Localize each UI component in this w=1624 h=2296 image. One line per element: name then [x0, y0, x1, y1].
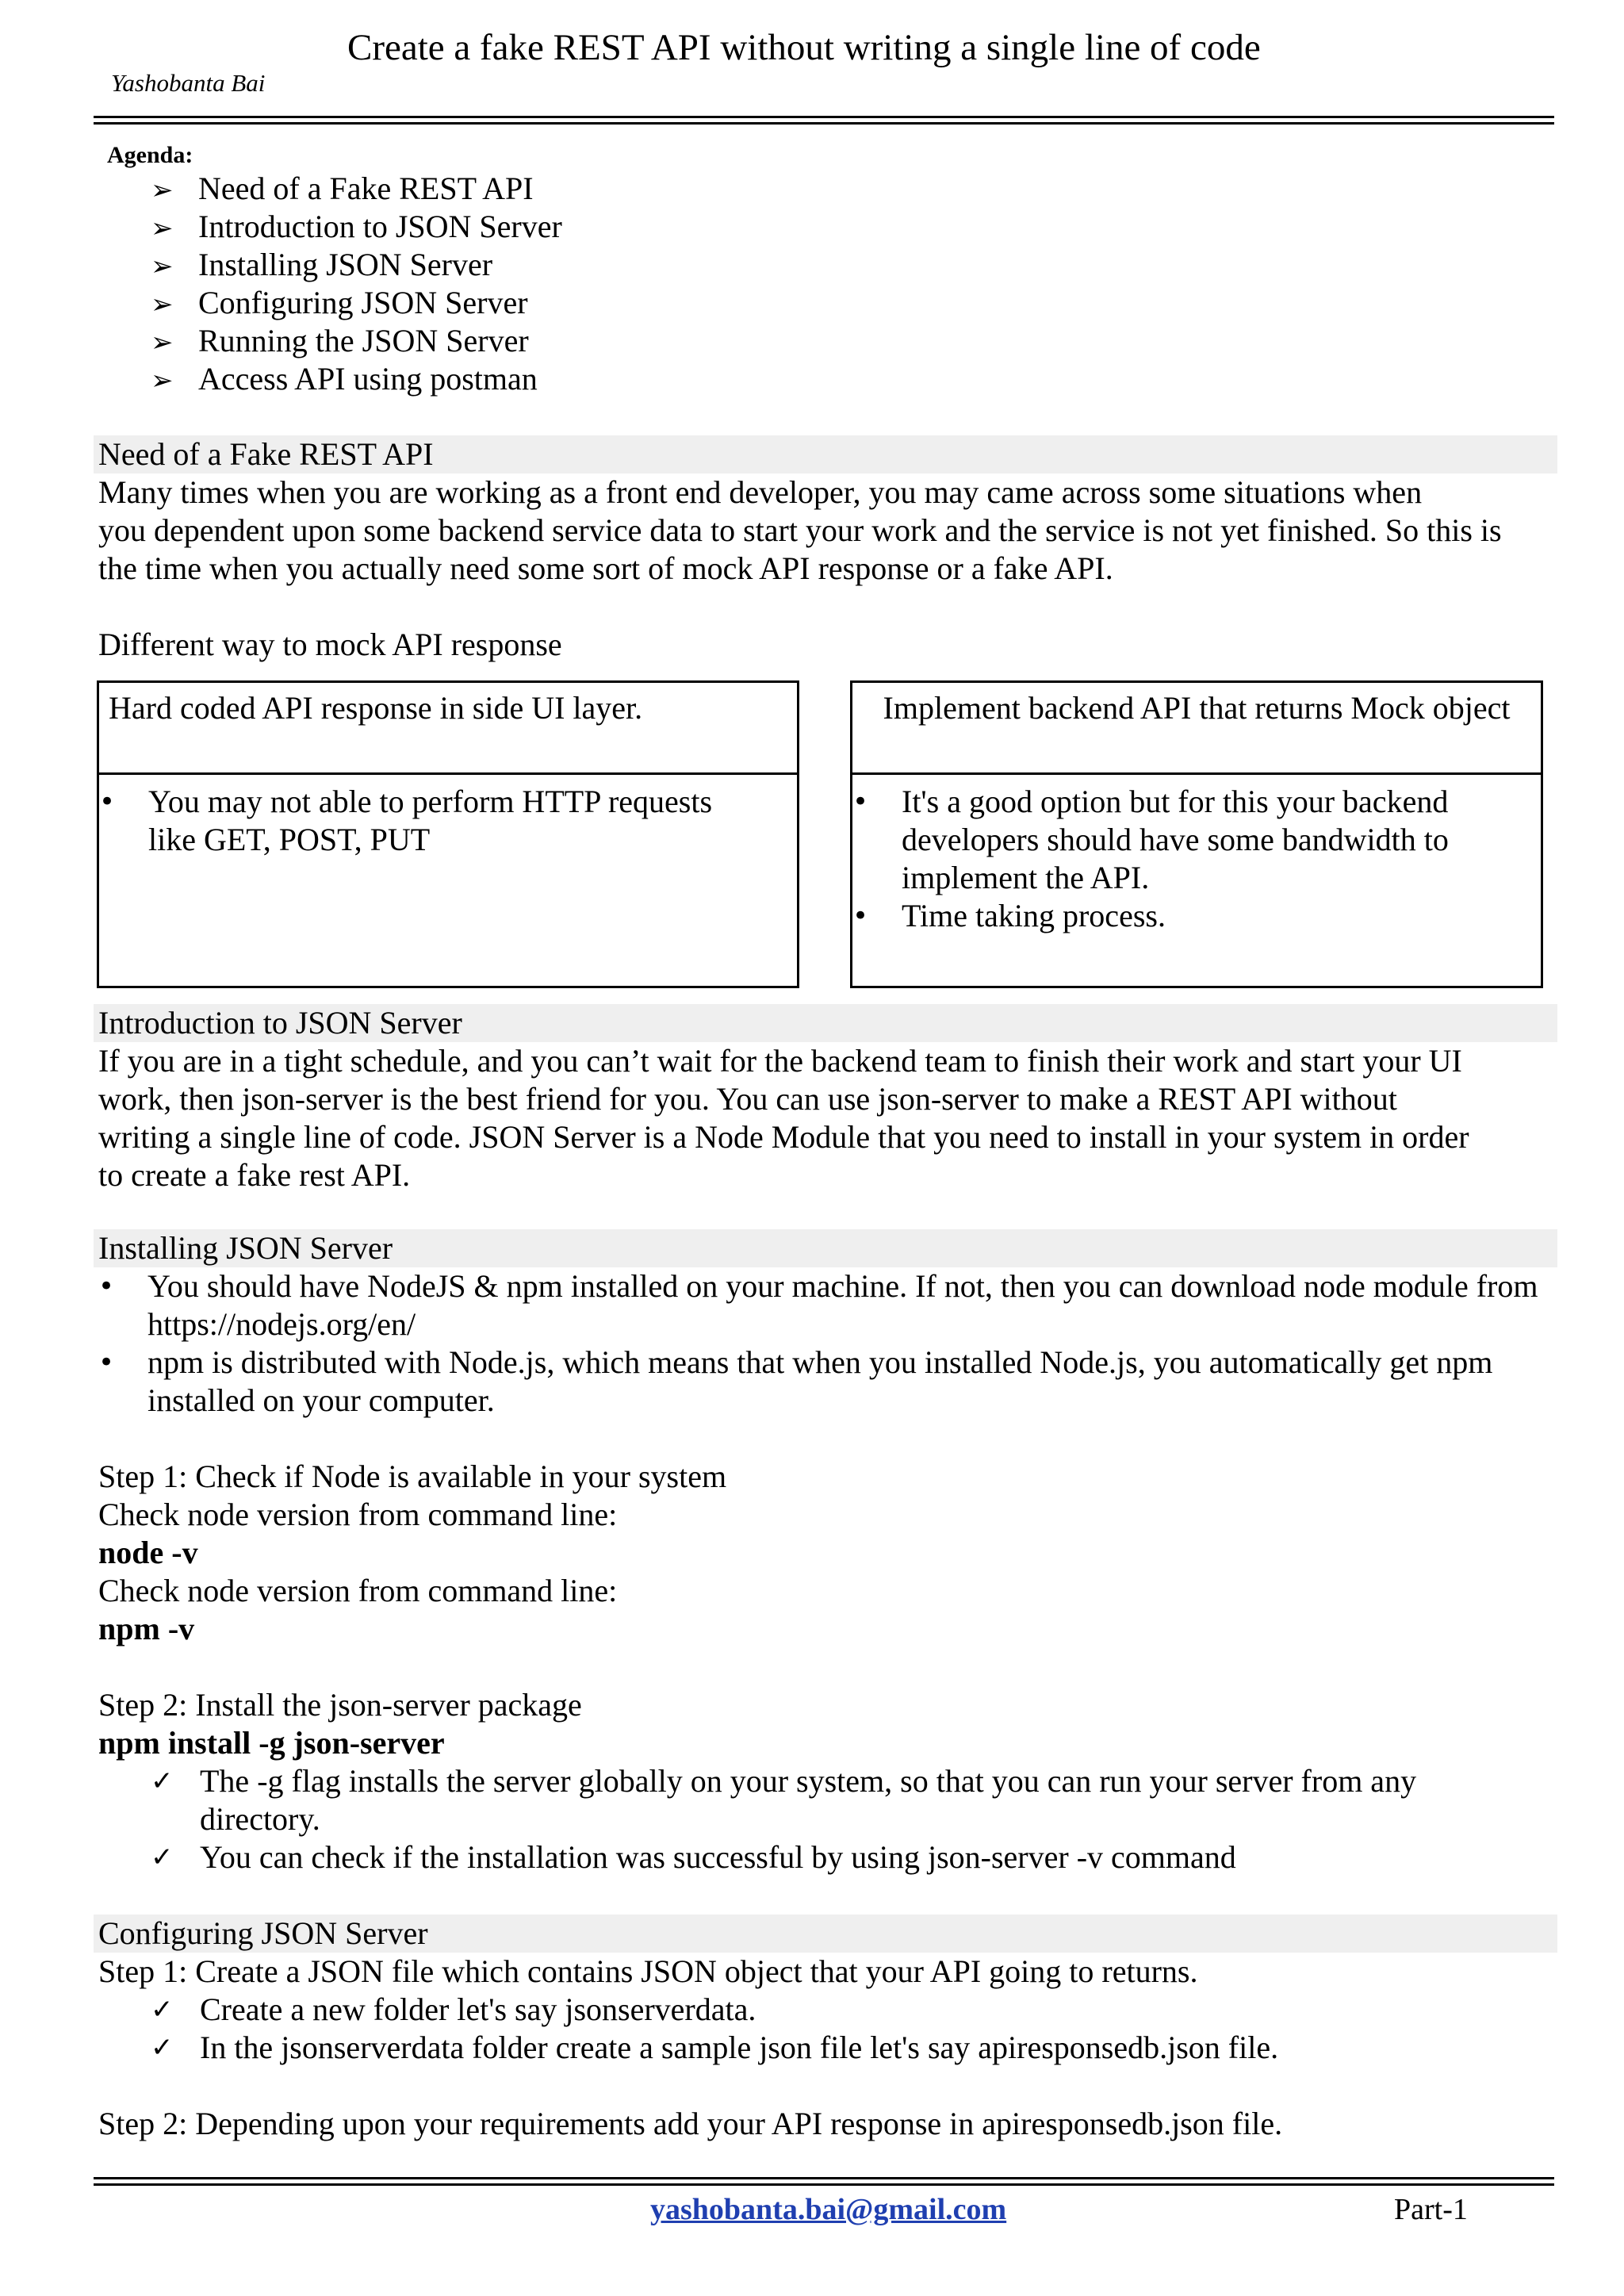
list-item: • npm is distributed with Node.js, which means that when you installed Node.js, you automatically get npm installed on your computer.	[98, 1343, 1557, 1420]
option-box-header: Implement backend API that returns Mock object	[852, 683, 1541, 775]
need-paragraph-line: you dependent upon some backend service data to start your work and the service is not yet finished. So this is	[98, 512, 1502, 548]
agenda-item: ➢ Introduction to JSON Server	[151, 208, 562, 246]
section-heading-configuring: Configuring JSON Server	[94, 1915, 1557, 1953]
need-paragraph-line: Many times when you are working as a front end developer, you may came across some situations when	[98, 474, 1423, 510]
checkmark-icon: ✓	[151, 1994, 174, 2026]
install-step-2: Step 2: Install the json-server package	[98, 1687, 582, 1723]
document-title: Create a fake REST API without writing a single line of code	[347, 27, 1261, 68]
agenda-item: ➢ Running the JSON Server	[151, 322, 562, 360]
option-box-hardcoded	[97, 680, 799, 988]
checkmark-icon: ✓	[151, 1765, 174, 1797]
need-paragraph-line: the time when you actually need some sort of mock API response or a fake API.	[98, 550, 1113, 586]
check-node-text: Check node version from command line:	[98, 1497, 618, 1532]
configure-step-1: Step 1: Create a JSON file which contains JSON object that your API going to returns.	[98, 1953, 1198, 1989]
install-step-1: Step 1: Check if Node is available in your system	[98, 1458, 727, 1494]
mock-ways-label: Different way to mock API response	[98, 627, 562, 662]
intro-paragraph-line: writing a single line of code. JSON Server is a Node Module that you need to install in your system in order	[98, 1119, 1469, 1155]
command-install-json-server: npm install -g json-server	[98, 1725, 445, 1761]
section-heading-installing: Installing JSON Server	[94, 1229, 1557, 1267]
agenda-item: ➢ Access API using postman	[151, 360, 562, 398]
author-email-link[interactable]: yashobanta.bai@gmail.com	[650, 2193, 1007, 2226]
arrow-bullet-icon: ➢	[151, 251, 174, 282]
list-item: ✓ In the jsonserverdata folder create a sample json file let's say apiresponsedb.json file.	[151, 2030, 1279, 2065]
command-node-version: node -v	[98, 1535, 198, 1570]
footer-rule-bottom	[94, 2183, 1554, 2186]
agenda-list	[151, 170, 562, 398]
intro-paragraph-line: If you are in a tight schedule, and you can’t wait for the backend team to finish their work and start your UI	[98, 1043, 1462, 1079]
intro-paragraph-line: to create a fake rest API.	[98, 1157, 411, 1193]
installing-bullets	[98, 1267, 1557, 1420]
list-item: • You may not able to perform HTTP requests like GET, POST, PUT	[99, 783, 765, 859]
section-heading-need: Need of a Fake REST API	[94, 435, 1557, 473]
arrow-bullet-icon: ➢	[151, 365, 174, 397]
arrow-bullet-icon: ➢	[151, 174, 174, 206]
header-rule-bottom	[94, 122, 1554, 125]
footer-rule-top	[94, 2177, 1554, 2179]
list-item: • Time taking process.	[852, 897, 1493, 935]
header-rule-top	[94, 116, 1554, 118]
list-item: ✓ You can check if the installation was successful by using json-server -v command	[151, 1839, 1236, 1875]
page-part-label: Part-1	[1394, 2193, 1468, 2226]
list-item: • It's a good option but for this your backend developers should have some bandwidth to implement the API.	[852, 783, 1493, 897]
arrow-bullet-icon: ➢	[151, 289, 174, 320]
author-name: Yashobanta Bai	[111, 69, 266, 97]
install-checklist	[151, 1762, 1483, 1876]
agenda-item: ➢ Need of a Fake REST API	[151, 170, 562, 208]
intro-paragraph-line: work, then json-server is the best friend for you. You can use json-server to make a REST API without	[98, 1081, 1397, 1117]
configure-step-2: Step 2: Depending upon your requirements add your API response in apiresponsedb.json file.	[98, 2106, 1283, 2141]
option-box-bullets	[852, 775, 1541, 935]
agenda-item: ➢ Configuring JSON Server	[151, 284, 562, 322]
list-item: ✓ Create a new folder let's say jsonserverdata.	[151, 1991, 756, 2027]
option-box-header: Hard coded API response in side UI layer.	[99, 683, 797, 775]
checkmark-icon: ✓	[151, 2032, 174, 2064]
option-box-bullets	[99, 775, 797, 859]
section-heading-intro: Introduction to JSON Server	[94, 1004, 1557, 1042]
arrow-bullet-icon: ➢	[151, 213, 174, 244]
check-npm-text: Check node version from command line:	[98, 1573, 618, 1608]
checkmark-icon: ✓	[151, 1842, 174, 1873]
command-npm-version: npm -v	[98, 1611, 195, 1646]
list-item: • You should have NodeJS & npm installed on your machine. If not, then you can download node module from https://nodejs.org/en/	[98, 1267, 1557, 1343]
arrow-bullet-icon: ➢	[151, 327, 174, 358]
list-item: ✓ The -g flag installs the server globally on your system, so that you can run your server from any directory.	[151, 1763, 1417, 1837]
configure-checklist	[151, 1991, 1546, 2067]
agenda-label: Agenda:	[107, 142, 193, 168]
agenda-item: ➢ Installing JSON Server	[151, 246, 562, 284]
option-box-backend-mock	[850, 680, 1543, 988]
